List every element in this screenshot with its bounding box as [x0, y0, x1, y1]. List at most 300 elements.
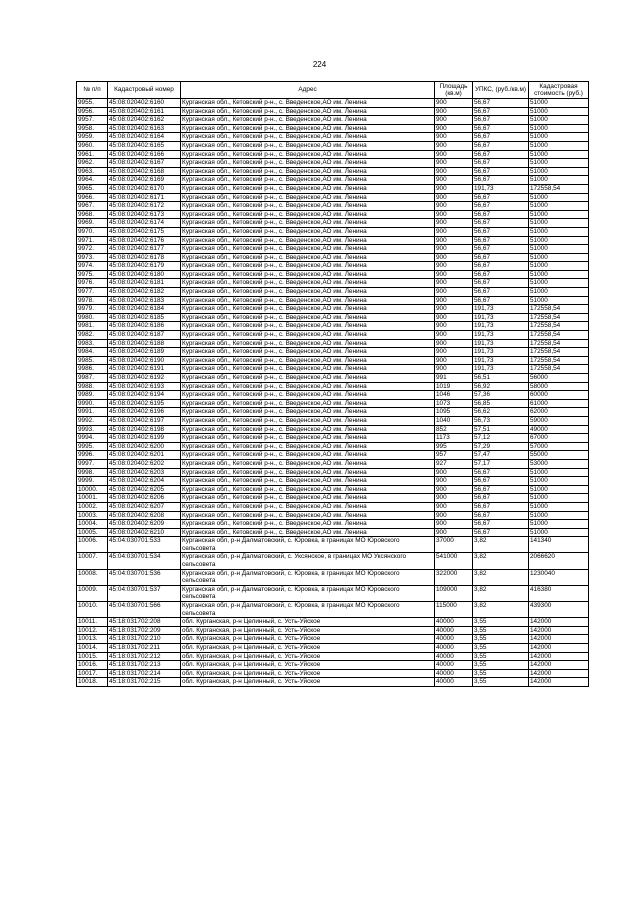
address: Курганская обл., Кетовский р-н., с. Введенское,АО им. Ленина: [181, 434, 435, 443]
address: обл. Курганская, р-н Целинный, с. Усть-Уйское: [181, 635, 435, 644]
cadastral-value: 51000: [529, 176, 589, 185]
cadastral-number: 45:08:020402:6210: [108, 528, 181, 537]
upks: 56,67: [473, 236, 529, 245]
row-number: 10004.: [77, 520, 108, 529]
cadastral-value: 57000: [529, 442, 589, 451]
address: обл. Курганская, р-н Целинный, с. Усть-Уйское: [181, 661, 435, 670]
address: обл. Курганская, р-н Целинный, с. Усть-Уйское: [181, 678, 435, 687]
row-number: 10012.: [77, 626, 108, 635]
cadastral-value: 142000: [529, 618, 589, 627]
address: Курганская обл., Кетовский р-н., с. Введенское,АО им. Ленина: [181, 227, 435, 236]
area: 995: [435, 442, 473, 451]
area: 40000: [435, 626, 473, 635]
row-number: 10017.: [77, 669, 108, 678]
table-row: [77, 459, 589, 468]
area: 900: [435, 356, 473, 365]
cadastral-number: 45:08:020402:6186: [108, 322, 181, 331]
row-number: 9996.: [77, 451, 108, 460]
upks: 56,67: [473, 219, 529, 228]
cadastral-value: 172558,54: [529, 365, 589, 374]
upks: 56,67: [473, 520, 529, 529]
area: 900: [435, 322, 473, 331]
cadastral-value: 172558,54: [529, 322, 589, 331]
upks: 3,82: [473, 569, 529, 585]
area: 900: [435, 176, 473, 185]
cadastral-value: 51000: [529, 99, 589, 108]
row-number: 10009.: [77, 585, 108, 601]
address: Курганская обл., Кетовский р-н., с. Введенское,АО им. Ленина: [181, 348, 435, 357]
area: 900: [435, 279, 473, 288]
upks: 191,73: [473, 322, 529, 331]
address: Курганская обл., Кетовский р-н., с. Введенское,АО им. Ленина: [181, 133, 435, 142]
address: Курганская обл., Кетовский р-н., с. Введенское,АО им. Ленина: [181, 270, 435, 279]
row-number: 9958.: [77, 124, 108, 133]
table-row: [77, 652, 589, 661]
cadastral-value: 142000: [529, 635, 589, 644]
cadastral-number: 45:08:020402:6182: [108, 288, 181, 297]
address: Курганская обл, р-н Далматовский, с. Юровка, в границах МО Юровского сельсовета: [181, 602, 435, 618]
table-row: [77, 313, 589, 322]
address: Курганская обл., Кетовский р-н., с. Введенское,АО им. Ленина: [181, 416, 435, 425]
address: Курганская обл., Кетовский р-н., с. Введенское,АО им. Ленина: [181, 107, 435, 116]
upks: 57,17: [473, 459, 529, 468]
cadastral-number: 45:08:020402:6167: [108, 159, 181, 168]
row-number: 10001.: [77, 494, 108, 503]
cadastral-number: 45:08:020402:6172: [108, 202, 181, 211]
cadastral-value: 142000: [529, 678, 589, 687]
area: 900: [435, 494, 473, 503]
cadastral-value: 67000: [529, 434, 589, 443]
cadastral-number: 45:08:020402:6206: [108, 494, 181, 503]
upks: 56,67: [473, 227, 529, 236]
cadastral-number: 45:08:020402:6160: [108, 99, 181, 108]
area: 900: [435, 331, 473, 340]
row-number: 9971.: [77, 236, 108, 245]
table-row: [77, 399, 589, 408]
area: 1040: [435, 416, 473, 425]
cadastral-value: 172558,54: [529, 348, 589, 357]
row-number: 9991.: [77, 408, 108, 417]
table-row: [77, 262, 589, 271]
table-row: [77, 494, 589, 503]
cadastral-value: 416380: [529, 585, 589, 601]
area: 1095: [435, 408, 473, 417]
upks: 3,55: [473, 635, 529, 644]
upks: 56,67: [473, 245, 529, 254]
address: Курганская обл., Кетовский р-н., с. Введенское,АО им. Ленина: [181, 494, 435, 503]
table-row: [77, 210, 589, 219]
row-number: 10005.: [77, 528, 108, 537]
row-number: 10008.: [77, 569, 108, 585]
table-row: [77, 124, 589, 133]
cadastral-number: 45:08:020402:6180: [108, 270, 181, 279]
cadastral-value: 51000: [529, 520, 589, 529]
cadastral-value: 60000: [529, 391, 589, 400]
table-row: [77, 133, 589, 142]
upks: 56,67: [473, 528, 529, 537]
address: обл. Курганская, р-н Целинный, с. Усть-Уйское: [181, 652, 435, 661]
cadastral-value: 51000: [529, 477, 589, 486]
cadastral-value: 172558,54: [529, 339, 589, 348]
area: 900: [435, 219, 473, 228]
cadastral-number: 45:08:020402:6208: [108, 511, 181, 520]
row-number: 9977.: [77, 288, 108, 297]
area: 115000: [435, 602, 473, 618]
area: 1046: [435, 391, 473, 400]
table-row: [77, 442, 589, 451]
table-row: [77, 296, 589, 305]
area: 900: [435, 262, 473, 271]
table-row: [77, 408, 589, 417]
cadastral-value: 142000: [529, 644, 589, 653]
table-row: [77, 107, 589, 116]
row-number: 9997.: [77, 459, 108, 468]
cadastral-number: 45:04:030701:566: [108, 602, 181, 618]
address: Курганская обл., Кетовский р-н., с. Введенское,АО им. Ленина: [181, 193, 435, 202]
area: 900: [435, 245, 473, 254]
header-area: Площадь (кв.м): [435, 82, 473, 99]
address: Курганская обл., Кетовский р-н., с. Введенское,АО им. Ленина: [181, 374, 435, 383]
address: Курганская обл., Кетовский р-н., с. Введенское,АО им. Ленина: [181, 279, 435, 288]
address: Курганская обл., Кетовский р-н., с. Введенское,АО им. Ленина: [181, 356, 435, 365]
row-number: 9990.: [77, 399, 108, 408]
table-row: [77, 99, 589, 108]
address: Курганская обл., Кетовский р-н., с. Введенское,АО им. Ленина: [181, 322, 435, 331]
area: 900: [435, 296, 473, 305]
area: 900: [435, 305, 473, 314]
cadastral-number: 45:08:020402:6183: [108, 296, 181, 305]
table-row: [77, 348, 589, 357]
address: Курганская обл., Кетовский р-н., с. Введенское,АО им. Ленина: [181, 442, 435, 451]
table-row: [77, 365, 589, 374]
table-row: [77, 661, 589, 670]
upks: 191,73: [473, 184, 529, 193]
table-row: [77, 626, 589, 635]
upks: 56,67: [473, 468, 529, 477]
upks: 56,67: [473, 150, 529, 159]
area: 900: [435, 270, 473, 279]
row-number: 9984.: [77, 348, 108, 357]
row-number: 10014.: [77, 644, 108, 653]
table-row: [77, 219, 589, 228]
cadastral-value: 51000: [529, 468, 589, 477]
cadastral-number: 45:04:030701:534: [108, 553, 181, 569]
cadastral-value: 51000: [529, 511, 589, 520]
cadastral-number: 45:08:020402:6185: [108, 313, 181, 322]
address: Курганская обл., Кетовский р-н., с. Введенское,АО им. Ленина: [181, 245, 435, 254]
upks: 56,67: [473, 193, 529, 202]
cadastral-number: 45:08:020402:6190: [108, 356, 181, 365]
address: Курганская обл., Кетовский р-н., с. Введенское,АО им. Ленина: [181, 236, 435, 245]
upks: 3,55: [473, 678, 529, 687]
area: 40000: [435, 618, 473, 627]
table-row: [77, 236, 589, 245]
table-row: [77, 520, 589, 529]
table-row: [77, 669, 589, 678]
table-row: [77, 502, 589, 511]
area: 900: [435, 227, 473, 236]
upks: 56,67: [473, 288, 529, 297]
address: Курганская обл., Кетовский р-н., с. Введенское,АО им. Ленина: [181, 399, 435, 408]
cadastral-value: 51000: [529, 279, 589, 288]
area: 40000: [435, 635, 473, 644]
row-number: 9966.: [77, 193, 108, 202]
area: 40000: [435, 652, 473, 661]
cadastral-value: 142000: [529, 626, 589, 635]
address: Курганская обл, р-н Далматовский, с. Юровка, в границах МО Юровского сельсовета: [181, 537, 435, 553]
table-row: [77, 569, 589, 585]
area: 900: [435, 253, 473, 262]
address: Курганская обл., Кетовский р-н., с. Введенское,АО им. Ленина: [181, 331, 435, 340]
cadastral-number: 45:08:020402:6207: [108, 502, 181, 511]
area: 900: [435, 520, 473, 529]
table-row: [77, 331, 589, 340]
row-number: 10006.: [77, 537, 108, 553]
table-row: [77, 116, 589, 125]
upks: 56,67: [473, 502, 529, 511]
cadastral-value: 51000: [529, 116, 589, 125]
cadastral-value: 51000: [529, 502, 589, 511]
upks: 3,55: [473, 618, 529, 627]
area: 900: [435, 528, 473, 537]
cadastral-value: 51000: [529, 253, 589, 262]
table-row: [77, 227, 589, 236]
cadastral-number: 45:08:020402:6209: [108, 520, 181, 529]
address: Курганская обл., Кетовский р-н., с. Введенское,АО им. Ленина: [181, 305, 435, 314]
cadastral-number: 45:18:031702:211: [108, 644, 181, 653]
upks: 56,73: [473, 416, 529, 425]
area: 900: [435, 313, 473, 322]
cadastral-value: 51000: [529, 262, 589, 271]
cadastral-number: 45:08:020402:6191: [108, 365, 181, 374]
header-upks: УПКС, (руб./кв.м): [473, 82, 529, 99]
table-row: [77, 339, 589, 348]
cadastral-number: 45:18:031702:209: [108, 626, 181, 635]
cadastral-number: 45:08:020402:6165: [108, 141, 181, 150]
row-number: 9992.: [77, 416, 108, 425]
row-number: 10013.: [77, 635, 108, 644]
cadastral-number: 45:08:020402:6178: [108, 253, 181, 262]
cadastral-value: 51000: [529, 107, 589, 116]
table-row: [77, 374, 589, 383]
address: Курганская обл., Кетовский р-н., с. Введенское,АО им. Ленина: [181, 382, 435, 391]
cadastral-value: 51000: [529, 485, 589, 494]
address: Курганская обл., Кетовский р-н., с. Введенское,АО им. Ленина: [181, 124, 435, 133]
cadastral-value: 51000: [529, 227, 589, 236]
upks: 191,73: [473, 365, 529, 374]
address: обл. Курганская, р-н Целинный, с. Усть-Уйское: [181, 618, 435, 627]
address: Курганская обл., Кетовский р-н., с. Введенское,АО им. Ленина: [181, 313, 435, 322]
area: 37000: [435, 537, 473, 553]
row-number: 10007.: [77, 553, 108, 569]
cadastral-number: 45:08:020402:6169: [108, 176, 181, 185]
address: Курганская обл., Кетовский р-н., с. Введенское,АО им. Ленина: [181, 99, 435, 108]
table-row: [77, 193, 589, 202]
upks: 56,67: [473, 279, 529, 288]
row-number: 10016.: [77, 661, 108, 670]
cadastral-number: 45:04:030701:533: [108, 537, 181, 553]
upks: 56,67: [473, 141, 529, 150]
row-number: 9982.: [77, 331, 108, 340]
cadastral-number: 45:18:031702:213: [108, 661, 181, 670]
area: 40000: [435, 661, 473, 670]
area: 900: [435, 184, 473, 193]
cadastral-number: 45:08:020402:6175: [108, 227, 181, 236]
table-row: [77, 416, 589, 425]
cadastral-number: 45:08:020402:6199: [108, 434, 181, 443]
row-number: 10011.: [77, 618, 108, 627]
table-row: [77, 477, 589, 486]
upks: 56,67: [473, 270, 529, 279]
table-row: [77, 150, 589, 159]
cadastral-number: 45:08:020402:6176: [108, 236, 181, 245]
address: Курганская обл., Кетовский р-н., с. Введенское,АО им. Ленина: [181, 528, 435, 537]
area: 109000: [435, 585, 473, 601]
table-row: [77, 305, 589, 314]
upks: 57,29: [473, 442, 529, 451]
upks: 57,12: [473, 434, 529, 443]
row-number: 9975.: [77, 270, 108, 279]
cadastral-number: 45:08:020402:6205: [108, 485, 181, 494]
table-row: [77, 176, 589, 185]
header-address: Адрес: [181, 82, 435, 99]
address: Курганская обл., Кетовский р-н., с. Введенское,АО им. Ленина: [181, 202, 435, 211]
address: Курганская обл., Кетовский р-н., с. Введенское,АО им. Ленина: [181, 116, 435, 125]
page-number: 224: [312, 60, 327, 69]
address: Курганская обл., Кетовский р-н., с. Введенское,АО им. Ленина: [181, 502, 435, 511]
area: 900: [435, 348, 473, 357]
cadastral-number: 45:08:020402:6192: [108, 374, 181, 383]
cadastral-number: 45:08:020402:6174: [108, 219, 181, 228]
row-number: 9985.: [77, 356, 108, 365]
area: 900: [435, 511, 473, 520]
area: 900: [435, 150, 473, 159]
area: 900: [435, 107, 473, 116]
cadastral-value: 142000: [529, 652, 589, 661]
cadastral-number: 45:08:020402:6162: [108, 116, 181, 125]
area: 900: [435, 159, 473, 168]
row-number: 9998.: [77, 468, 108, 477]
cadastral-value: 51000: [529, 210, 589, 219]
upks: 3,82: [473, 585, 529, 601]
table-row: [77, 167, 589, 176]
area: 900: [435, 236, 473, 245]
address: Курганская обл., Кетовский р-н., с. Введенское,АО им. Ленина: [181, 288, 435, 297]
cadastral-number: 45:08:020402:6166: [108, 150, 181, 159]
row-number: 9999.: [77, 477, 108, 486]
upks: 191,73: [473, 339, 529, 348]
address: Курганская обл., Кетовский р-н., с. Введенское,АО им. Ленина: [181, 425, 435, 434]
area: 900: [435, 116, 473, 125]
upks: 56,67: [473, 210, 529, 219]
cadastral-value: 172558,54: [529, 331, 589, 340]
upks: 56,85: [473, 399, 529, 408]
cadastral-value: 51000: [529, 167, 589, 176]
upks: 57,47: [473, 451, 529, 460]
area: 900: [435, 502, 473, 511]
cadastral-value: 51000: [529, 133, 589, 142]
row-number: 9965.: [77, 184, 108, 193]
cadastral-value: 51000: [529, 245, 589, 254]
area: 957: [435, 451, 473, 460]
upks: 3,82: [473, 602, 529, 618]
cadastral-number: 45:08:020402:6204: [108, 477, 181, 486]
cadastral-value: 56000: [529, 374, 589, 383]
address: Курганская обл., Кетовский р-н., с. Введенское,АО им. Ленина: [181, 150, 435, 159]
area: 1173: [435, 434, 473, 443]
header-num: № п/п: [77, 82, 108, 99]
cadastral-value: 51000: [529, 159, 589, 168]
cadastral-value: 58000: [529, 382, 589, 391]
upks: 56,67: [473, 99, 529, 108]
cadastral-number: 45:08:020402:6200: [108, 442, 181, 451]
row-number: 10003.: [77, 511, 108, 520]
row-number: 10000.: [77, 485, 108, 494]
upks: 56,67: [473, 485, 529, 494]
area: 40000: [435, 678, 473, 687]
cadastral-number: 45:04:030701:536: [108, 569, 181, 585]
cadastral-value: 59000: [529, 416, 589, 425]
area: 900: [435, 288, 473, 297]
row-number: 9957.: [77, 116, 108, 125]
area: 900: [435, 193, 473, 202]
row-number: 9987.: [77, 374, 108, 383]
address: Курганская обл., Кетовский р-н., с. Введенское,АО им. Ленина: [181, 408, 435, 417]
row-number: 9956.: [77, 107, 108, 116]
row-number: 9993.: [77, 425, 108, 434]
cadastral-value: 51000: [529, 141, 589, 150]
cadastral-number: 45:08:020402:6196: [108, 408, 181, 417]
cadastral-value: 141340: [529, 537, 589, 553]
area: 900: [435, 124, 473, 133]
area: 1073: [435, 399, 473, 408]
table-row: [77, 202, 589, 211]
area: 900: [435, 202, 473, 211]
area: 541000: [435, 553, 473, 569]
table-row: [77, 434, 589, 443]
row-number: 9974.: [77, 262, 108, 271]
address: Курганская обл., Кетовский р-н., с. Введенское,АО им. Ленина: [181, 159, 435, 168]
row-number: 9976.: [77, 279, 108, 288]
table-row: [77, 485, 589, 494]
upks: 191,73: [473, 356, 529, 365]
upks: 56,67: [473, 253, 529, 262]
table-row: [77, 528, 589, 537]
cadastral-number: 45:08:020402:6171: [108, 193, 181, 202]
table-row: [77, 553, 589, 569]
upks: 56,67: [473, 116, 529, 125]
table-row: [77, 279, 589, 288]
table-row: [77, 184, 589, 193]
row-number: 10015.: [77, 652, 108, 661]
cadastral-number: 45:18:031702:215: [108, 678, 181, 687]
cadastral-number: 45:18:031702:214: [108, 669, 181, 678]
address: Курганская обл., Кетовский р-н., с. Введенское,АО им. Ленина: [181, 520, 435, 529]
row-number: 9961.: [77, 150, 108, 159]
upks: 56,67: [473, 262, 529, 271]
address: Курганская обл., Кетовский р-н., с. Введенское,АО им. Ленина: [181, 219, 435, 228]
row-number: 9968.: [77, 210, 108, 219]
cadastral-value: 172558,54: [529, 305, 589, 314]
cadastral-value: 51000: [529, 150, 589, 159]
address: Курганская обл., Кетовский р-н., с. Введенское,АО им. Ленина: [181, 485, 435, 494]
table-row: [77, 288, 589, 297]
row-number: 10002.: [77, 502, 108, 511]
cadastral-number: 45:08:020402:6184: [108, 305, 181, 314]
row-number: 10010.: [77, 602, 108, 618]
cadastral-number: 45:08:020402:6189: [108, 348, 181, 357]
row-number: 9959.: [77, 133, 108, 142]
